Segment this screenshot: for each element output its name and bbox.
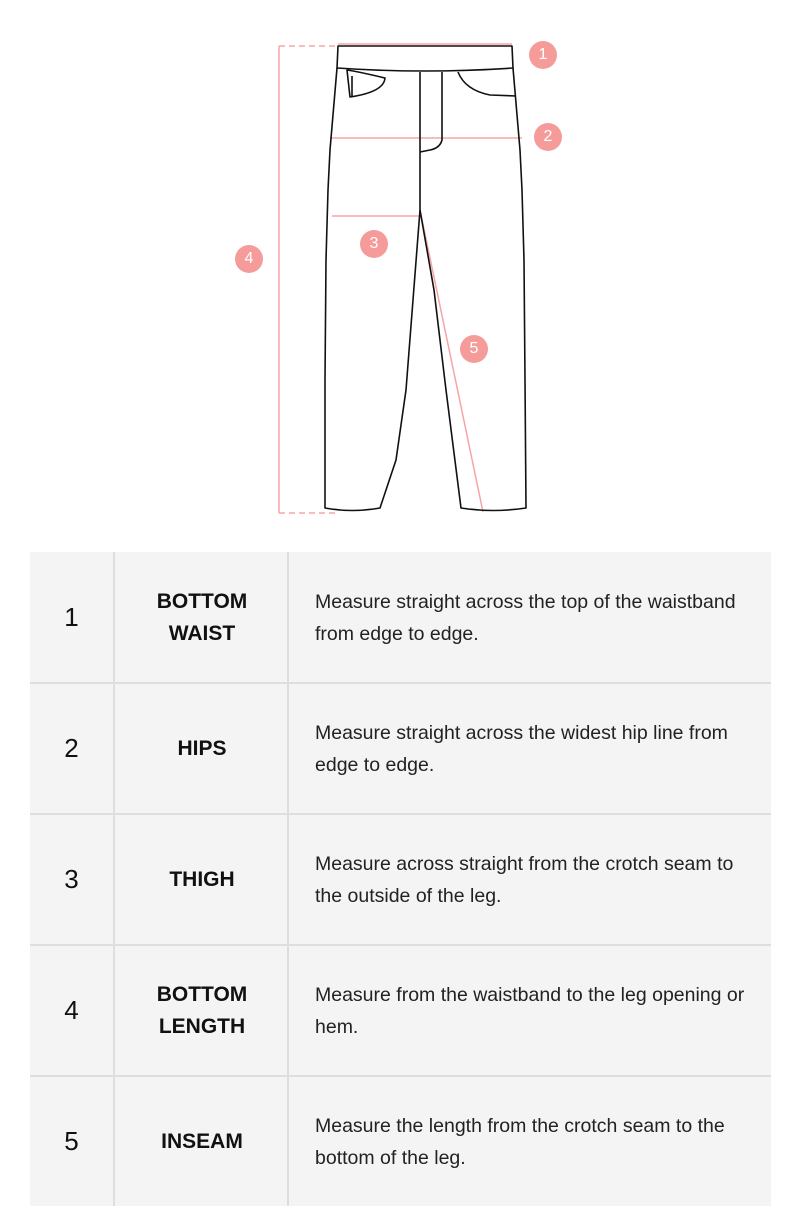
marker-1: 1	[529, 41, 557, 69]
waistband	[337, 46, 513, 71]
pants-outline	[325, 46, 526, 511]
marker-2: 2	[534, 123, 562, 151]
table-row	[30, 683, 771, 814]
row-number: 5	[64, 1126, 79, 1156]
marker-4: 4	[235, 245, 263, 273]
measurement-name: THIGH	[169, 867, 235, 891]
row-number: 4	[64, 995, 79, 1025]
table-row	[30, 552, 771, 683]
left-leg	[325, 68, 420, 511]
row-number: 3	[64, 864, 79, 894]
measurement-name: BOTTOM WAIST	[156, 589, 248, 645]
row-number: 2	[64, 733, 79, 763]
table-row	[30, 945, 771, 1076]
measurement-name: HIPS	[177, 736, 227, 760]
pants-measurement-diagram	[0, 0, 800, 540]
measurement-description: Measure from the waistband to the leg opening or hem.	[315, 984, 745, 1038]
marker-3: 3	[360, 230, 388, 258]
table-row	[30, 814, 771, 945]
right-pocket	[458, 72, 516, 96]
measurement-table	[30, 552, 771, 1206]
measurement-lines	[279, 44, 522, 513]
measurement-name: INSEAM	[161, 1129, 243, 1153]
measurement-description: Measure straight across the widest hip line from edge to edge.	[315, 722, 728, 776]
measurement-description: Measure straight across the top of the waistband from edge to edge.	[315, 591, 736, 645]
row-number: 1	[64, 602, 79, 632]
measurement-name: BOTTOM LENGTH	[156, 982, 248, 1038]
marker-5: 5	[460, 335, 488, 363]
measurement-description: Measure the length from the crotch seam to the bottom of the leg.	[315, 1115, 725, 1169]
table-row	[30, 1076, 771, 1207]
fly	[420, 72, 442, 152]
measurement-description: Measure across straight from the crotch seam to the outside of the leg.	[315, 853, 734, 907]
pants-illustration	[0, 0, 800, 540]
